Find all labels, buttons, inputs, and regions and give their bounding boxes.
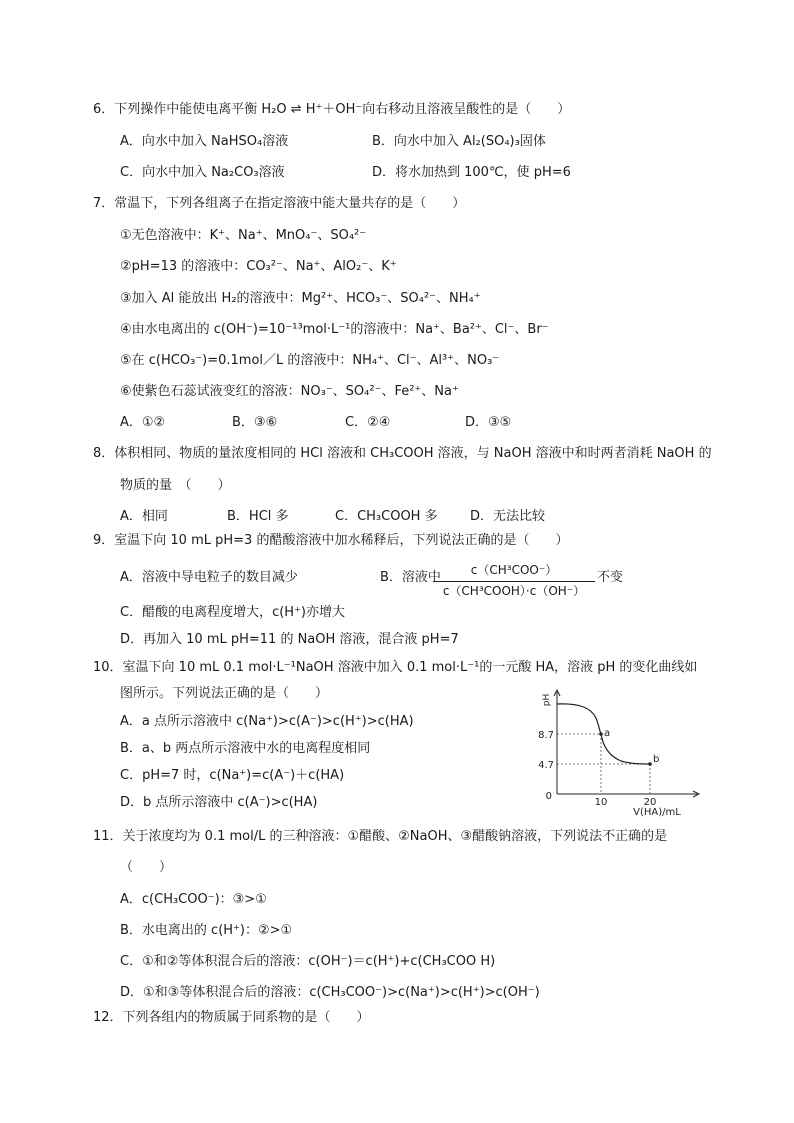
q7-item-2: ②pH=13 的溶液中：CO₃²⁻、Na⁺、AlO₂⁻、K⁺ [120,259,397,274]
y-tick-8-7: 8.7 [538,730,554,741]
q10-stem-line1: 10．室温下向 10 mL 0.1 mol·L⁻¹NaOH 溶液中加入 0.1 mol·L⁻¹的一元酸 HA，溶液 pH 的变化曲线如 [93,660,698,675]
q9-option-d: D．再加入 10 mL pH=11 的 NaOH 溶液，混合液 pH=7 [120,632,459,647]
q11-option-d: D．①和③等体积混合后的溶液：c(CH₃COO⁻)>c(Na⁺)>c(H⁺)>c(OH⁻) [120,985,540,1000]
q7-item-3: ③加入 Al 能放出 H₂的溶液中：Mg²⁺、HCO₃⁻、SO₄²⁻、NH₄⁺ [120,291,481,306]
x-tick-20: 20 [643,797,657,808]
q10-option-c: C．pH=7 时，c(Na⁺)=c(A⁻)＋c(HA) [120,768,345,783]
q6-option-c: C．向水中加入 Na₂CO₃溶液 [120,165,285,180]
q8-stem-line2: 物质的量 （ ） [120,478,231,493]
point-b-label: b [653,754,660,765]
q9-option-c: C．醋酸的电离程度增大，c(H⁺)亦增大 [120,605,346,620]
q10-option-d: D．b 点所示溶液中 c(A⁻)>c(HA) [120,795,318,810]
q12-stem: 12．下列各组内的物质属于同系物的是（ ） [93,1010,370,1025]
q11-option-a: A．c(CH₃COO⁻)：③>① [120,892,267,907]
q9-option-b-suffix: 不变 [597,570,624,585]
q7-stem: 7．常温下，下列各组离子在指定溶液中能大量共存的是（ ） [93,196,466,211]
q11-stem-line2: （ ） [120,860,173,875]
x-tick-10: 10 [594,797,608,808]
q10-option-a: A．a 点所示溶液中 c(Na⁺)>c(A⁻)>c(H⁺)>c(HA) [120,714,414,729]
q6-option-b: B．向水中加入 Al₂(SO₄)₃固体 [372,134,546,149]
q9-stem: 9．室温下向 10 mL pH=3 的醋酸溶液中加水稀释后，下列说法正确的是（ ） [93,533,569,548]
q8-option-d: D．无法比较 [470,509,546,524]
q10-stem-line2: 图所示。下列说法正确的是（ ） [120,686,329,701]
point-a-marker [599,732,603,736]
q7-item-4: ④由水电离出的 c(OH⁻)=10⁻¹³mol·L⁻¹的溶液中：Na⁺、Ba²⁺、Cl⁻、Br⁻ [120,322,549,337]
q6-stem: 6．下列操作中能使电离平衡 H₂O ⇌ H⁺＋OH⁻向右移动且溶液呈酸性的是（ ） [93,102,571,117]
point-a-label: a [604,728,611,739]
point-b-marker [648,762,652,766]
q8-stem-line1: 8．体积相同、物质的量浓度相同的 HCl 溶液和 CH₃COOH 溶液，与 NaOH 溶液中和时两者消耗 NaOH 的 [93,446,712,461]
q7-option-c: C．②④ [345,415,391,430]
q7-item-6: ⑥使紫色石蕊试液变红的溶液：NO₃⁻、SO₄²⁻、Fe²⁺、Na⁺ [120,384,459,399]
origin-label: 0 [545,791,552,802]
q8-option-c: C．CH₃COOH 多 [335,509,438,524]
q9-option-a: A．溶液中导电粒子的数目减少 [120,570,298,585]
x-axis-label: V(HA)/mL [633,807,681,818]
ph-titration-graph [525,686,705,818]
q11-option-b: B．水电离出的 c(H⁺)：②>① [120,923,293,938]
q7-item-5: ⑤在 c(HCO₃⁻)=0.1mol／L 的溶液中：NH₄⁺、Cl⁻、Al³⁺、NO₃⁻ [120,353,500,368]
y-axis-label: pH [542,693,552,707]
q6-option-a: A．向水中加入 NaHSO₄溶液 [120,134,289,149]
y-tick-4-7: 4.7 [538,760,554,771]
q10-option-b: B．a、b 两点所示溶液中水的电离程度相同 [120,741,371,756]
q11-stem-line1: 11．关于浓度均为 0.1 mol/L 的三种溶液：①醋酸、②NaOH、③醋酸钠溶液，下列说法不正确的是 [93,829,668,844]
q7-item-1: ①无色溶液中：K⁺、Na⁺、MnO₄⁻、SO₄²⁻ [120,228,367,243]
q9-option-b-prefix: B．溶液中 [380,570,441,585]
q9-fraction-denominator: c（CH³COOH）·c（OH⁻） [442,584,586,598]
q8-option-b: B．HCl 多 [227,509,289,524]
q7-option-a: A．①② [120,415,166,430]
q8-option-a: A．相同 [120,509,168,524]
q7-option-b: B．③⑥ [232,415,278,430]
q11-option-c: C．①和②等体积混合后的溶液：c(OH⁻)＝c(H⁺)+c(CH₃COO H) [120,954,496,969]
q7-option-d: D．③⑤ [465,415,512,430]
q6-option-d: D．将水加热到 100℃，使 pH=6 [372,165,571,180]
q9-fraction-numerator: c（CH³COO⁻） [470,563,558,577]
